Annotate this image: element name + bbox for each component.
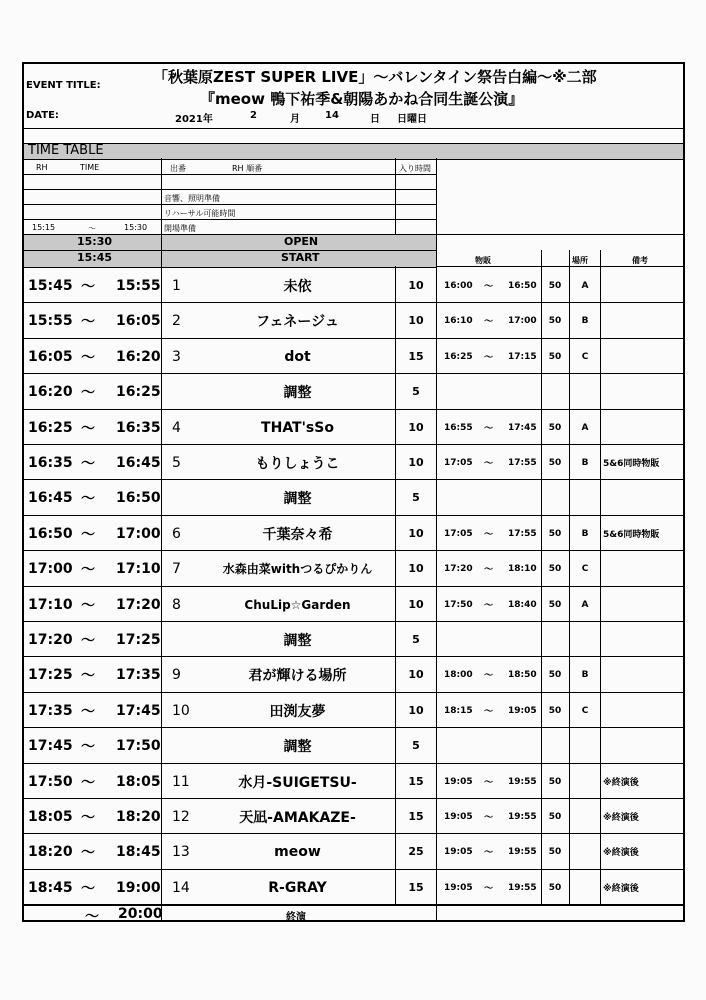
row-name: R-GRAY [268,879,327,896]
grid-line [24,219,436,220]
row-tilde: ～ [81,278,95,295]
row-s-tilde: ～ [484,565,494,575]
row-s-end: 16:50 [508,280,537,291]
row-s-min: 50 [548,315,562,326]
row-place [570,374,600,409]
row-place: C [581,351,589,362]
row-no: 6 [172,525,181,542]
prep-start-time: 15:15 [32,223,56,232]
row-s-end [508,622,538,657]
row-no [172,480,197,515]
row-min: 10 [408,456,424,469]
row-place: A [581,422,589,433]
row-no: 1 [172,277,181,294]
row-note [603,339,683,374]
row-s-min [542,728,568,763]
row-tilde: ～ [81,420,95,437]
row-place: B [581,669,589,680]
row-note: ※終演後 [603,884,639,894]
row-s-end: 19:55 [508,811,537,822]
row-place [570,870,600,905]
row-start: 16:20 [28,383,73,400]
row-s-end [508,374,538,409]
row-no [172,622,197,657]
row-s-start: 16:00 [444,280,473,291]
row-s-tilde: ～ [484,282,494,292]
date-day: 14 [325,110,339,121]
row-min: 10 [408,668,424,681]
row-tilde: ～ [81,384,95,401]
row-place [570,480,600,515]
row-place: A [581,599,589,610]
row-s-start: 19:05 [444,811,473,822]
row-place: B [581,315,589,326]
grid-line [24,174,436,175]
row-min: 10 [408,598,424,611]
row-name: 水月-SUIGETSU- [238,774,357,791]
row-start: 16:25 [28,419,73,436]
row-end: 17:00 [116,525,161,542]
row-s-min [542,374,568,409]
row-s-tilde: ～ [484,813,494,823]
row-s-start: 17:05 [444,457,473,468]
row-note [603,728,683,763]
row-s-start [444,480,474,515]
row-name: 天凪-AMAKAZE- [239,809,356,826]
row-tilde: ～ [81,738,95,755]
row-min: 15 [408,775,424,788]
row-s-min [542,480,568,515]
row-tilde: ～ [81,632,95,649]
start-time: 15:45 [77,251,113,264]
row-s-start: 18:15 [444,705,473,716]
row-no: 4 [172,419,181,436]
row-min: 5 [412,739,420,752]
row-s-start: 16:25 [444,351,473,362]
row-tilde: ～ [81,526,95,543]
row-place [570,622,600,657]
grid-line [161,158,162,920]
row-no: 11 [172,773,190,790]
row-no: 8 [172,596,181,613]
row-tilde: ～ [81,313,95,330]
row-s-tilde [484,374,498,409]
row-start: 16:45 [28,489,73,506]
row-name: THAT'sSo [261,419,334,436]
row-end: 16:45 [116,454,161,471]
row-min: 10 [408,704,424,717]
row-start: 18:05 [28,808,73,825]
row-s-end: 17:55 [508,457,537,468]
prep-open-label: 開場準備 [164,224,196,233]
row-start: 17:35 [28,702,73,719]
row-place: A [581,280,589,291]
row-name: 君が輝ける場所 [248,667,347,684]
event-title-line1: 「秋葉原ZEST SUPER LIVE」～バレンタイン祭告白編～※二部 [153,68,597,86]
prep-end-time: 15:30 [124,223,148,232]
row-min: 15 [408,810,424,823]
row-end: 15:55 [116,277,161,294]
row-no: 9 [172,666,181,683]
event-title-line2: 『meow 鴨下祐季&朝陽あかね合同生誕公演』 [200,90,524,108]
row-note [603,587,683,622]
row-start: 17:00 [28,560,73,577]
row-name: 未依 [283,278,312,295]
row-s-min: 50 [548,882,562,893]
row-note: 5&6同時物販 [603,530,660,540]
row-s-min: 50 [548,669,562,680]
row-min: 5 [412,633,420,646]
row-tilde: ～ [81,880,95,897]
row-s-min: 50 [548,705,562,716]
row-end: 17:25 [116,631,161,648]
grid-line [24,189,436,190]
row-place: C [581,705,589,716]
row-end: 17:45 [116,702,161,719]
row-s-end: 19:55 [508,776,537,787]
row-name: 千葉奈々希 [262,526,333,543]
row-tilde: ～ [81,703,95,720]
prep-tilde: ～ [88,224,96,233]
row-note [603,551,683,586]
grid-line [541,250,542,905]
row-s-min: 50 [548,846,562,857]
row-start: 16:05 [28,348,73,365]
start-label: START [281,251,320,264]
row-no [172,728,197,763]
row-place [570,799,600,834]
row-note: ※終演後 [603,813,639,823]
row-note [603,268,683,303]
row-no: 7 [172,560,181,577]
row-name: 田渕友夢 [269,703,326,720]
col-rh-label: RH [36,163,48,172]
row-s-start [444,622,474,657]
grid-line [436,234,683,235]
row-note [603,410,683,445]
row-s-min: 50 [548,776,562,787]
row-s-start: 19:05 [444,846,473,857]
row-min: 5 [412,385,420,398]
row-s-tilde: ～ [484,778,494,788]
row-min: 5 [412,491,420,504]
row-tilde: ～ [81,774,95,791]
row-s-min: 50 [548,422,562,433]
row-s-tilde: ～ [484,353,494,363]
row-s-start: 16:10 [444,315,473,326]
row-s-end: 17:00 [508,315,537,326]
row-s-start [444,374,474,409]
row-name: 水森由菜withつるぴかりん [222,562,373,576]
row-note [603,303,683,338]
row-s-tilde: ～ [484,317,494,327]
row-s-start: 17:05 [444,528,473,539]
row-s-end [508,480,538,515]
prep-rehearsal-label: リハーサル可能時間 [164,209,236,218]
row-tilde: ～ [81,561,95,578]
row-s-tilde [484,480,498,515]
row-s-tilde: ～ [484,707,494,717]
row-min: 10 [408,421,424,434]
row-end: 19:00 [116,879,161,896]
row-tilde: ～ [81,667,95,684]
col-rh-order-label: RH 順番 [232,164,263,173]
date-day-unit: 日 [370,114,380,125]
grid-line [436,158,437,920]
row-s-tilde: ～ [484,424,494,434]
grid-line [569,250,570,905]
row-start: 15:55 [28,312,73,329]
row-s-tilde: ～ [484,530,494,540]
row-s-min: 50 [548,528,562,539]
row-start: 17:10 [28,596,73,613]
row-tilde: ～ [81,455,95,472]
row-s-end: 17:55 [508,528,537,539]
row-s-start: 19:05 [444,776,473,787]
timetable-header-bar [24,143,683,160]
row-name: 調整 [283,632,312,649]
row-no [172,374,197,409]
row-no: 13 [172,843,190,860]
row-start: 17:25 [28,666,73,683]
row-s-end: 18:10 [508,563,537,574]
row-name: フェネージュ [256,313,339,330]
row-place: B [581,528,589,539]
grid-line [600,250,601,905]
row-s-min: 50 [548,811,562,822]
row-tilde: ～ [81,809,95,826]
row-min: 15 [408,881,424,894]
row-end: 16:20 [116,348,161,365]
row-end: 17:35 [116,666,161,683]
row-no: 5 [172,454,181,471]
row-s-start: 18:00 [444,669,473,680]
row-min: 10 [408,562,424,575]
row-s-tilde: ～ [484,459,494,469]
grid-line [24,204,436,205]
row-s-end: 19:55 [508,882,537,893]
row-note [603,480,683,515]
sales-header: 物販 [475,256,491,265]
row-min: 25 [408,845,424,858]
row-s-start [444,728,474,763]
row-note [603,657,683,692]
col-entry-label: 入り時間 [399,164,431,173]
row-start: 15:45 [28,277,73,294]
row-no: 10 [172,702,190,719]
col-time-label: TIME [80,163,100,172]
row-no: 14 [172,879,190,896]
row-end: 16:35 [116,419,161,436]
notes-header: 備考 [632,256,648,265]
row-s-start: 17:50 [444,599,473,610]
row-s-min: 50 [548,280,562,291]
row-start: 16:35 [28,454,73,471]
row-s-end: 17:45 [508,422,537,433]
place-header: 場所 [572,256,588,265]
row-start: 16:50 [28,525,73,542]
row-start: 18:45 [28,879,73,896]
row-end: 18:20 [116,808,161,825]
row-tilde: ～ [81,597,95,614]
row-end: 17:50 [116,737,161,754]
row-s-start: 19:05 [444,882,473,893]
end-tilde: ～ [85,909,99,925]
row-note [603,693,683,728]
row-note: ※終演後 [603,778,639,788]
row-s-tilde [484,622,498,657]
prep-sound-label: 音響、照明準備 [164,194,220,203]
row-end: 17:10 [116,560,161,577]
row-s-end: 19:05 [508,705,537,716]
row-place [570,728,600,763]
col-order-label: 出番 [170,164,186,173]
end-time: 20:00 [118,906,163,922]
grid-line [395,158,396,234]
row-end: 18:45 [116,843,161,860]
row-place [570,764,600,799]
row-s-end: 18:50 [508,669,537,680]
row-note [603,622,683,657]
open-time: 15:30 [77,235,113,248]
row-tilde: ～ [81,349,95,366]
row-name: 調整 [283,384,312,401]
row-s-min: 50 [548,563,562,574]
date-month: 2 [250,110,257,121]
row-no: 3 [172,348,181,365]
row-name: 調整 [283,738,312,755]
row-s-end: 19:55 [508,846,537,857]
row-place: C [581,563,589,574]
grid-line [395,266,396,905]
row-s-tilde: ～ [484,884,494,894]
row-s-start: 16:55 [444,422,473,433]
row-s-end [508,728,538,763]
open-label: OPEN [284,235,319,248]
row-start: 18:20 [28,843,73,860]
row-s-min [542,622,568,657]
row-start: 17:50 [28,773,73,790]
row-no: 2 [172,312,181,329]
row-s-start: 17:20 [444,563,473,574]
row-note [603,374,683,409]
row-end: 16:50 [116,489,161,506]
row-s-tilde [484,728,498,763]
row-note: ※終演後 [603,848,639,858]
row-s-min: 50 [548,599,562,610]
row-end: 18:05 [116,773,161,790]
row-name: もりしょうこ [255,455,340,472]
row-min: 15 [408,350,424,363]
row-min: 10 [408,279,424,292]
row-s-tilde: ～ [484,601,494,611]
date-underline [22,128,685,129]
row-no: 12 [172,808,190,825]
row-end: 16:05 [116,312,161,329]
row-s-end: 17:15 [508,351,537,362]
row-start: 17:45 [28,737,73,754]
row-tilde: ～ [81,490,95,507]
end-label: 終演 [286,912,306,923]
row-start: 17:20 [28,631,73,648]
timetable-label: TIME TABLE [28,143,104,158]
row-place [570,834,600,869]
row-name: ChuLip☆Garden [244,597,351,612]
row-end: 16:25 [116,383,161,400]
date-weekday: 日曜日 [397,114,427,125]
event-title-label: EVENT TITLE: [26,80,101,91]
row-name: meow [274,843,321,860]
row-end: 17:20 [116,596,161,613]
row-name: 調整 [283,490,312,507]
row-note: 5&6同時物販 [603,459,660,469]
date-label: DATE: [26,110,59,121]
row-tilde: ～ [81,844,95,861]
row-place: B [581,457,589,468]
row-name: dot [284,348,311,365]
date-month-unit: 月 [290,114,300,125]
row-min: 10 [408,527,424,540]
row-s-tilde: ～ [484,671,494,681]
row-s-end: 18:40 [508,599,537,610]
row-s-tilde: ～ [484,848,494,858]
grid-line [436,266,683,267]
row-s-min: 50 [548,351,562,362]
row-min: 10 [408,314,424,327]
date-year: 2021年 [175,114,213,125]
row-s-min: 50 [548,457,562,468]
